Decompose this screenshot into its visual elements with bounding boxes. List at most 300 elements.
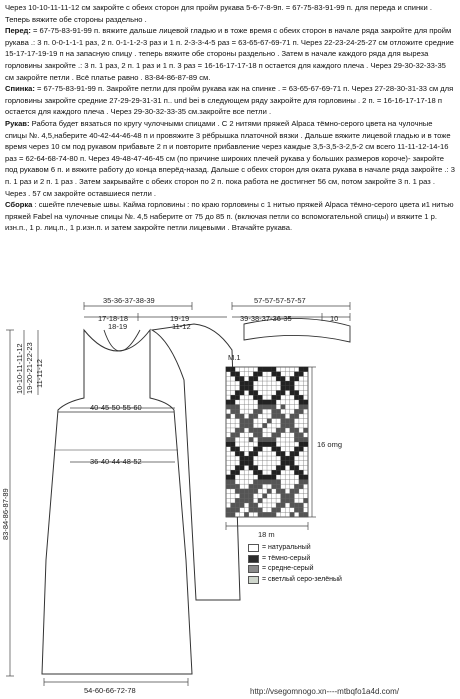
chart-cell xyxy=(244,381,249,386)
chart-cell xyxy=(240,451,245,456)
chart-cell xyxy=(226,442,231,447)
chart-cell xyxy=(290,376,295,381)
chart-cell xyxy=(290,451,295,456)
chart-cell xyxy=(235,503,240,508)
dim-waist: 36-40-44-48-52 xyxy=(90,457,142,466)
chart-cell xyxy=(258,442,263,447)
chart-cell xyxy=(285,423,290,428)
chart-cell xyxy=(226,484,231,489)
chart-cell xyxy=(240,503,245,508)
chart-cell xyxy=(303,437,308,442)
dress-outline xyxy=(42,330,192,674)
chart-cell xyxy=(258,428,263,433)
chart-cell xyxy=(285,456,290,461)
chart-cell xyxy=(262,405,267,410)
chart-cell xyxy=(299,433,304,438)
chart-cell xyxy=(235,395,240,400)
chart-cell xyxy=(281,498,286,503)
chart-cell xyxy=(276,433,281,438)
chart-cell xyxy=(235,489,240,494)
chart-cell xyxy=(281,381,286,386)
legend-swatch xyxy=(248,576,259,584)
chart-cell xyxy=(294,372,299,377)
chart-cell xyxy=(276,409,281,414)
chart-cell xyxy=(299,512,304,517)
chart-cell xyxy=(240,428,245,433)
chart-cell xyxy=(249,451,254,456)
chart-cell xyxy=(258,367,263,372)
chart-cell xyxy=(249,381,254,386)
chart-cell xyxy=(231,433,236,438)
chart-cell xyxy=(294,484,299,489)
chart-cell xyxy=(231,395,236,400)
chart-cell xyxy=(290,423,295,428)
paragraph-intro: Через 10-10-11-11-12 см закройте с обеих сторон для пройм рукава 5-6-7-8-9п. = 67-75-83-91-99 п. для переда и спинки . Теперь вяжите обе стороны раздельно . xyxy=(5,3,432,24)
chart-cell xyxy=(231,512,236,517)
chart-cell xyxy=(299,442,304,447)
chart-cell xyxy=(294,503,299,508)
chart-cell xyxy=(253,390,258,395)
chart-width-label: 18 m xyxy=(258,530,275,539)
dim-armhole-right: 11-11-12 xyxy=(35,359,44,388)
chart-cell xyxy=(272,484,277,489)
chart-cell xyxy=(235,428,240,433)
chart-cell xyxy=(272,475,277,480)
chart-cell xyxy=(294,465,299,470)
chart-cell xyxy=(235,414,240,419)
chart-cell xyxy=(226,475,231,480)
chart-cell xyxy=(262,494,267,499)
chart-cell xyxy=(253,376,258,381)
chart-cell xyxy=(240,461,245,466)
chart-cell xyxy=(226,367,231,372)
chart-cell xyxy=(294,470,299,475)
legend-swatch xyxy=(248,565,259,573)
legend-swatch xyxy=(248,544,259,552)
chart-cell xyxy=(258,409,263,414)
chart-cell xyxy=(249,489,254,494)
chart-cell xyxy=(290,456,295,461)
chart-cell xyxy=(281,419,286,424)
chart-cell xyxy=(281,461,286,466)
chart-cell xyxy=(272,372,277,377)
chart-cell xyxy=(281,494,286,499)
chart-cell xyxy=(235,433,240,438)
paragraph-back: Спинка: = 67-75-83-91-99 п. Закройте петли для пройм рукава как на спинке . = 63-65-67-69-71 п. Через 27-28-30-31-33 см для горловины закройте средние 27-29-29-31-31 п.. und bei в следующем ряду закройте для горловины . 2 п. = 16-16-17-17-18 п остается для каждого плеча . Через 29-30-32-33-35 см.закройте все петли . xyxy=(5,84,454,117)
chart-cell xyxy=(231,437,236,442)
chart-cell xyxy=(240,376,245,381)
chart-cell xyxy=(240,414,245,419)
chart-cell xyxy=(276,390,281,395)
chart-cell xyxy=(258,447,263,452)
chart-cell xyxy=(253,409,258,414)
chart-cell xyxy=(281,428,286,433)
chart-cell xyxy=(281,405,286,410)
paragraph-front: Перед: = 67-75-83-91-99 п. вяжите дальше лицевой гладью и в тоже время с обеих сторон в начале ряда закройте для пройм рукава .: 3 п. 0-0-1-1-1 раз, 2 п. 0-1-1-2-3 раз и 1 п. 2-3-3-4-5 раз = 63-65-67-69-71 п. Через 22-23-24-25-27 см отложите средние 15-17-17-19-19 п на запасную спицу . теперь вяжите обе стороны раздельно . Затем в начале каждого ряда для выреза горловины закройте .: 3 п. 1 раз, 2 п. 1 раз и 1 п. 3 раз = 16-16-17-17-18 п остается для каждого плеча . Через 29-30-32-33-35 см закройте петли . Всё платье равно . 83-84-86-87-89 см. xyxy=(5,26,454,82)
chart-cell xyxy=(276,428,281,433)
chart-cell xyxy=(231,400,236,405)
chart-cell xyxy=(299,372,304,377)
chart-cell xyxy=(272,470,277,475)
chart-cell xyxy=(276,508,281,513)
chart-cell xyxy=(290,461,295,466)
chart-cell xyxy=(267,489,272,494)
chart-cell xyxy=(231,447,236,452)
chart-cell xyxy=(299,367,304,372)
chart-cell xyxy=(299,437,304,442)
chart-cell xyxy=(226,414,231,419)
chart-cell xyxy=(281,456,286,461)
chart-cell xyxy=(272,367,277,372)
chart-cell xyxy=(258,508,263,513)
chart-cell xyxy=(240,386,245,391)
chart-cell xyxy=(267,400,272,405)
chart-cell xyxy=(258,400,263,405)
dim-length: 83-84-86-87-89 xyxy=(1,488,10,540)
chart-cell xyxy=(249,503,254,508)
chart-cell xyxy=(249,494,254,499)
dim-neck-b: 19-19 xyxy=(170,314,190,323)
chart-cell xyxy=(272,414,277,419)
chart-cell xyxy=(244,489,249,494)
chart-cell xyxy=(303,405,308,410)
chart-cell xyxy=(290,381,295,386)
chart-cell xyxy=(240,465,245,470)
chart-cell xyxy=(262,475,267,480)
dim-neck-a: 18-19 xyxy=(108,322,128,331)
chart-cell xyxy=(299,508,304,513)
dim-armhole-left: 10-10-11-11-12 xyxy=(15,343,24,394)
chart-cell xyxy=(235,470,240,475)
chart-cell xyxy=(244,386,249,391)
chart-cell xyxy=(299,475,304,480)
chart-cell xyxy=(258,484,263,489)
chart-cell xyxy=(235,376,240,381)
chart-label: M.1 xyxy=(228,353,241,362)
dim-neck-c: 11-12 xyxy=(172,322,191,331)
chart-cell xyxy=(240,498,245,503)
chart-cell xyxy=(231,475,236,480)
chart-cell xyxy=(267,512,272,517)
chart-height-label: 16 omg xyxy=(317,440,343,449)
chart-cell xyxy=(249,419,254,424)
chart-cell xyxy=(272,480,277,485)
dim-bust: 40-45-50-55-60 xyxy=(90,403,142,412)
chart-cell xyxy=(294,433,299,438)
chart-cell xyxy=(231,480,236,485)
chart-cell xyxy=(249,498,254,503)
chart-cell xyxy=(249,437,254,442)
chart-cell xyxy=(262,480,267,485)
chart-cell xyxy=(231,470,236,475)
chart-cell xyxy=(258,395,263,400)
chart-cell xyxy=(276,465,281,470)
chart-cell xyxy=(272,508,277,513)
chart-cell xyxy=(244,456,249,461)
chart-cell xyxy=(276,376,281,381)
chart-cell xyxy=(258,498,263,503)
chart-cell xyxy=(276,470,281,475)
chart-cell xyxy=(303,498,308,503)
chart-cell xyxy=(226,512,231,517)
chart-cell xyxy=(249,414,254,419)
chart-cell xyxy=(285,386,290,391)
chart-cell xyxy=(231,442,236,447)
chart-cell xyxy=(299,395,304,400)
paragraph-assembly: Сборка : сшейте плечевые швы. Кайма горловины : по краю горловины с 1 нитью пряжей Alpaca тёмно-серого цвета и1 нитью пряжей Fabel на чулочные спицы №. 4,5 наберите от 75 до 85 п. (включая петли со вспомогательной спицы) и вяжите 1 р. изн.п., 1 р. лиц.п., 1 р.изн.п. и затем закройте петли лицевыми . Втачайте рукава. xyxy=(5,200,454,233)
chart-cell xyxy=(267,475,272,480)
chart-cell xyxy=(226,405,231,410)
chart-cell xyxy=(235,390,240,395)
dim-sleeve-top: 57-57-57-57-57 xyxy=(254,296,306,305)
chart-cell xyxy=(262,442,267,447)
chart-cell xyxy=(276,395,281,400)
chart-cell xyxy=(267,367,272,372)
chart-cell xyxy=(276,447,281,452)
chart-cell xyxy=(272,433,277,438)
chart-cell xyxy=(281,465,286,470)
dim-hem: 54-60-66-72-78 xyxy=(84,686,136,695)
chart-cell xyxy=(299,409,304,414)
chart-cell xyxy=(294,390,299,395)
chart-cell xyxy=(276,503,281,508)
chart-cell xyxy=(231,503,236,508)
chart-cell xyxy=(231,409,236,414)
chart-cell xyxy=(267,442,272,447)
chart-cell xyxy=(253,451,258,456)
chart-cell xyxy=(249,390,254,395)
chart-cell xyxy=(290,419,295,424)
dim-shoulder-left: 17-18-18 xyxy=(98,314,129,323)
chart-cell xyxy=(253,447,258,452)
chart-cell xyxy=(231,372,236,377)
chart-cell xyxy=(267,437,272,442)
chart-cell xyxy=(272,400,277,405)
chart-cell xyxy=(299,400,304,405)
chart-cell xyxy=(294,409,299,414)
chart-cell xyxy=(253,484,258,489)
chart-cell xyxy=(294,395,299,400)
chart-cell xyxy=(244,461,249,466)
chart-cell xyxy=(249,376,254,381)
chart-cell xyxy=(258,475,263,480)
chart-cell xyxy=(253,503,258,508)
chart-cell xyxy=(226,437,231,442)
chart-cell xyxy=(290,498,295,503)
chart-cell xyxy=(294,508,299,513)
chart-cell xyxy=(276,451,281,456)
chart-cell xyxy=(281,414,286,419)
chart-cell xyxy=(244,498,249,503)
chart-cell xyxy=(258,433,263,438)
chart-cell xyxy=(294,489,299,494)
chart-cell xyxy=(299,447,304,452)
chart-cell xyxy=(276,414,281,419)
chart-cell xyxy=(262,367,267,372)
legend-item: = натуральный xyxy=(248,543,342,554)
chart-cell xyxy=(258,405,263,410)
chart-cell xyxy=(231,367,236,372)
chart-cell xyxy=(235,465,240,470)
chart-cell xyxy=(235,484,240,489)
chart-cell xyxy=(285,494,290,499)
chart-cell xyxy=(290,494,295,499)
chart-cell xyxy=(262,437,267,442)
chart-cell xyxy=(299,480,304,485)
chart-cell xyxy=(299,484,304,489)
paragraph-sleeve: Рукав: Работа будет вязаться по кругу чулочными спицами . С 2 нитями пряжей Alpaca тёмно-серого цвета на чулочные спицы №. 4,5,наберите 40-42-44-46-48 п и провяжите 3 рёбрышка платочной вязки . Дальше вяжите лицевой гладью и в тоже время через 10 см под рукавом прибавьте 2 п и повторите прибавление через каждые 3,5-3,5-3-2,5-2 см всего 11-11-12-14-16 раз = 62-64-68-74-80 п. Через 49-48-47-46-45 см (по причине широких плечей рукава у больших размеров короче)- закройте под рукавом 6 п. и вяжите работу до конца вперёд-назад. Дальше с обеих сторон для оката рукава в начале ряда закройте .: 3 п. 1 раз и 2 п. 1 раз . Затем закрывайте с обеих сторон по 2 п. пока работа не достигнет 56 см, потом закройте 3 п. 1 раз . Через . 57 см закройте оставшиеся петли . xyxy=(5,118,455,198)
chart-cell xyxy=(253,508,258,513)
chart-cell xyxy=(231,405,236,410)
chart-cell xyxy=(240,423,245,428)
chart-cell xyxy=(290,503,295,508)
chart-cell xyxy=(249,456,254,461)
chart-cell xyxy=(299,405,304,410)
chart-cell xyxy=(299,470,304,475)
chart-cell xyxy=(249,386,254,391)
chart-cell xyxy=(281,386,286,391)
chart-cell xyxy=(294,451,299,456)
chart-cell xyxy=(272,437,277,442)
chart-cell xyxy=(272,447,277,452)
chart-cell xyxy=(303,400,308,405)
chart-cell xyxy=(249,508,254,513)
legend-item: = светлый серо-зелёный xyxy=(248,575,342,586)
dim-top-shoulder: 35-36-37-38-39 xyxy=(103,296,155,305)
chart-cell xyxy=(276,372,281,377)
chart-cell xyxy=(290,512,295,517)
chart-cell xyxy=(290,489,295,494)
chart-cell xyxy=(262,512,267,517)
chart-cell xyxy=(294,447,299,452)
chart-cell xyxy=(240,494,245,499)
chart-cell xyxy=(290,414,295,419)
chart-cell xyxy=(244,512,249,517)
chart-cell xyxy=(258,512,263,517)
chart-cell xyxy=(276,480,281,485)
chart-cell xyxy=(281,390,286,395)
chart-cell xyxy=(235,372,240,377)
chart-cell xyxy=(253,470,258,475)
dim-armhole-mid: 19-20-21-22-23 xyxy=(25,342,34,394)
chart-cell xyxy=(253,372,258,377)
chart-cell xyxy=(285,419,290,424)
chart-cell xyxy=(253,428,258,433)
chart-cell xyxy=(244,419,249,424)
chart-cell xyxy=(244,494,249,499)
chart-cell xyxy=(303,512,308,517)
chart-cell xyxy=(290,428,295,433)
chart-cell xyxy=(299,503,304,508)
chart-cell xyxy=(235,409,240,414)
chart-cell xyxy=(244,423,249,428)
chart-cell xyxy=(281,489,286,494)
chart-cell xyxy=(272,512,277,517)
chart-cell xyxy=(235,508,240,513)
chart-cell xyxy=(231,484,236,489)
chart-cell xyxy=(303,475,308,480)
chart-cell xyxy=(258,470,263,475)
dim-sleeve-left: 39-38-37-36-35 xyxy=(240,314,292,323)
chart-cell xyxy=(235,498,240,503)
legend-swatch xyxy=(248,555,259,563)
chart-cell xyxy=(262,400,267,405)
chart-cell xyxy=(281,423,286,428)
chart-cell xyxy=(253,480,258,485)
chart-cell xyxy=(240,456,245,461)
chart-cell xyxy=(267,480,272,485)
chart-cell xyxy=(258,480,263,485)
chart-cell xyxy=(226,400,231,405)
chart-cell xyxy=(285,461,290,466)
chart-cell xyxy=(253,489,258,494)
chart-cell xyxy=(285,381,290,386)
chart-cell xyxy=(240,381,245,386)
chart-cell xyxy=(253,414,258,419)
chart-cell xyxy=(240,390,245,395)
chart-cell xyxy=(231,508,236,513)
chart-cell xyxy=(276,484,281,489)
legend-item: = тёмно-серый xyxy=(248,554,342,565)
chart-cell xyxy=(253,433,258,438)
chart-cell xyxy=(290,386,295,391)
chart-cell xyxy=(294,414,299,419)
chart-cell xyxy=(258,437,263,442)
chart-cell xyxy=(235,447,240,452)
chart-cell xyxy=(272,395,277,400)
chart-cell xyxy=(290,465,295,470)
chart-cell xyxy=(249,428,254,433)
chart-cell xyxy=(285,498,290,503)
chart-cell xyxy=(226,508,231,513)
chart-cell xyxy=(281,503,286,508)
chart-cell xyxy=(294,437,299,442)
chart-cell xyxy=(226,480,231,485)
chart-cell xyxy=(249,461,254,466)
chart-cell xyxy=(294,376,299,381)
chart-cell xyxy=(303,442,308,447)
colorwork-chart xyxy=(226,367,308,517)
color-legend xyxy=(248,543,342,585)
chart-cell xyxy=(303,480,308,485)
chart-cell xyxy=(253,395,258,400)
legend-item: = средне-серый xyxy=(248,564,342,575)
chart-cell xyxy=(290,390,295,395)
chart-cell xyxy=(235,451,240,456)
chart-cell xyxy=(258,372,263,377)
dim-sleeve-right: 10 xyxy=(330,314,339,323)
chart-cell xyxy=(272,442,277,447)
chart-cell xyxy=(262,423,267,428)
chart-cell xyxy=(267,405,272,410)
chart-cell xyxy=(249,423,254,428)
chart-cell xyxy=(240,419,245,424)
chart-cell xyxy=(253,465,258,470)
chart-cell xyxy=(303,367,308,372)
chart-cell xyxy=(267,419,272,424)
chart-cell xyxy=(281,376,286,381)
chart-cell xyxy=(240,489,245,494)
chart-cell xyxy=(276,489,281,494)
chart-cell xyxy=(272,409,277,414)
chart-cell xyxy=(249,484,254,489)
chart-cell xyxy=(294,428,299,433)
chart-cell xyxy=(303,428,308,433)
watermark-url: http://vsegomnogo.xn----mtbqfo1a4d.com/ xyxy=(250,687,399,696)
chart-cell xyxy=(272,405,277,410)
chart-cell xyxy=(249,465,254,470)
chart-cell xyxy=(281,451,286,456)
